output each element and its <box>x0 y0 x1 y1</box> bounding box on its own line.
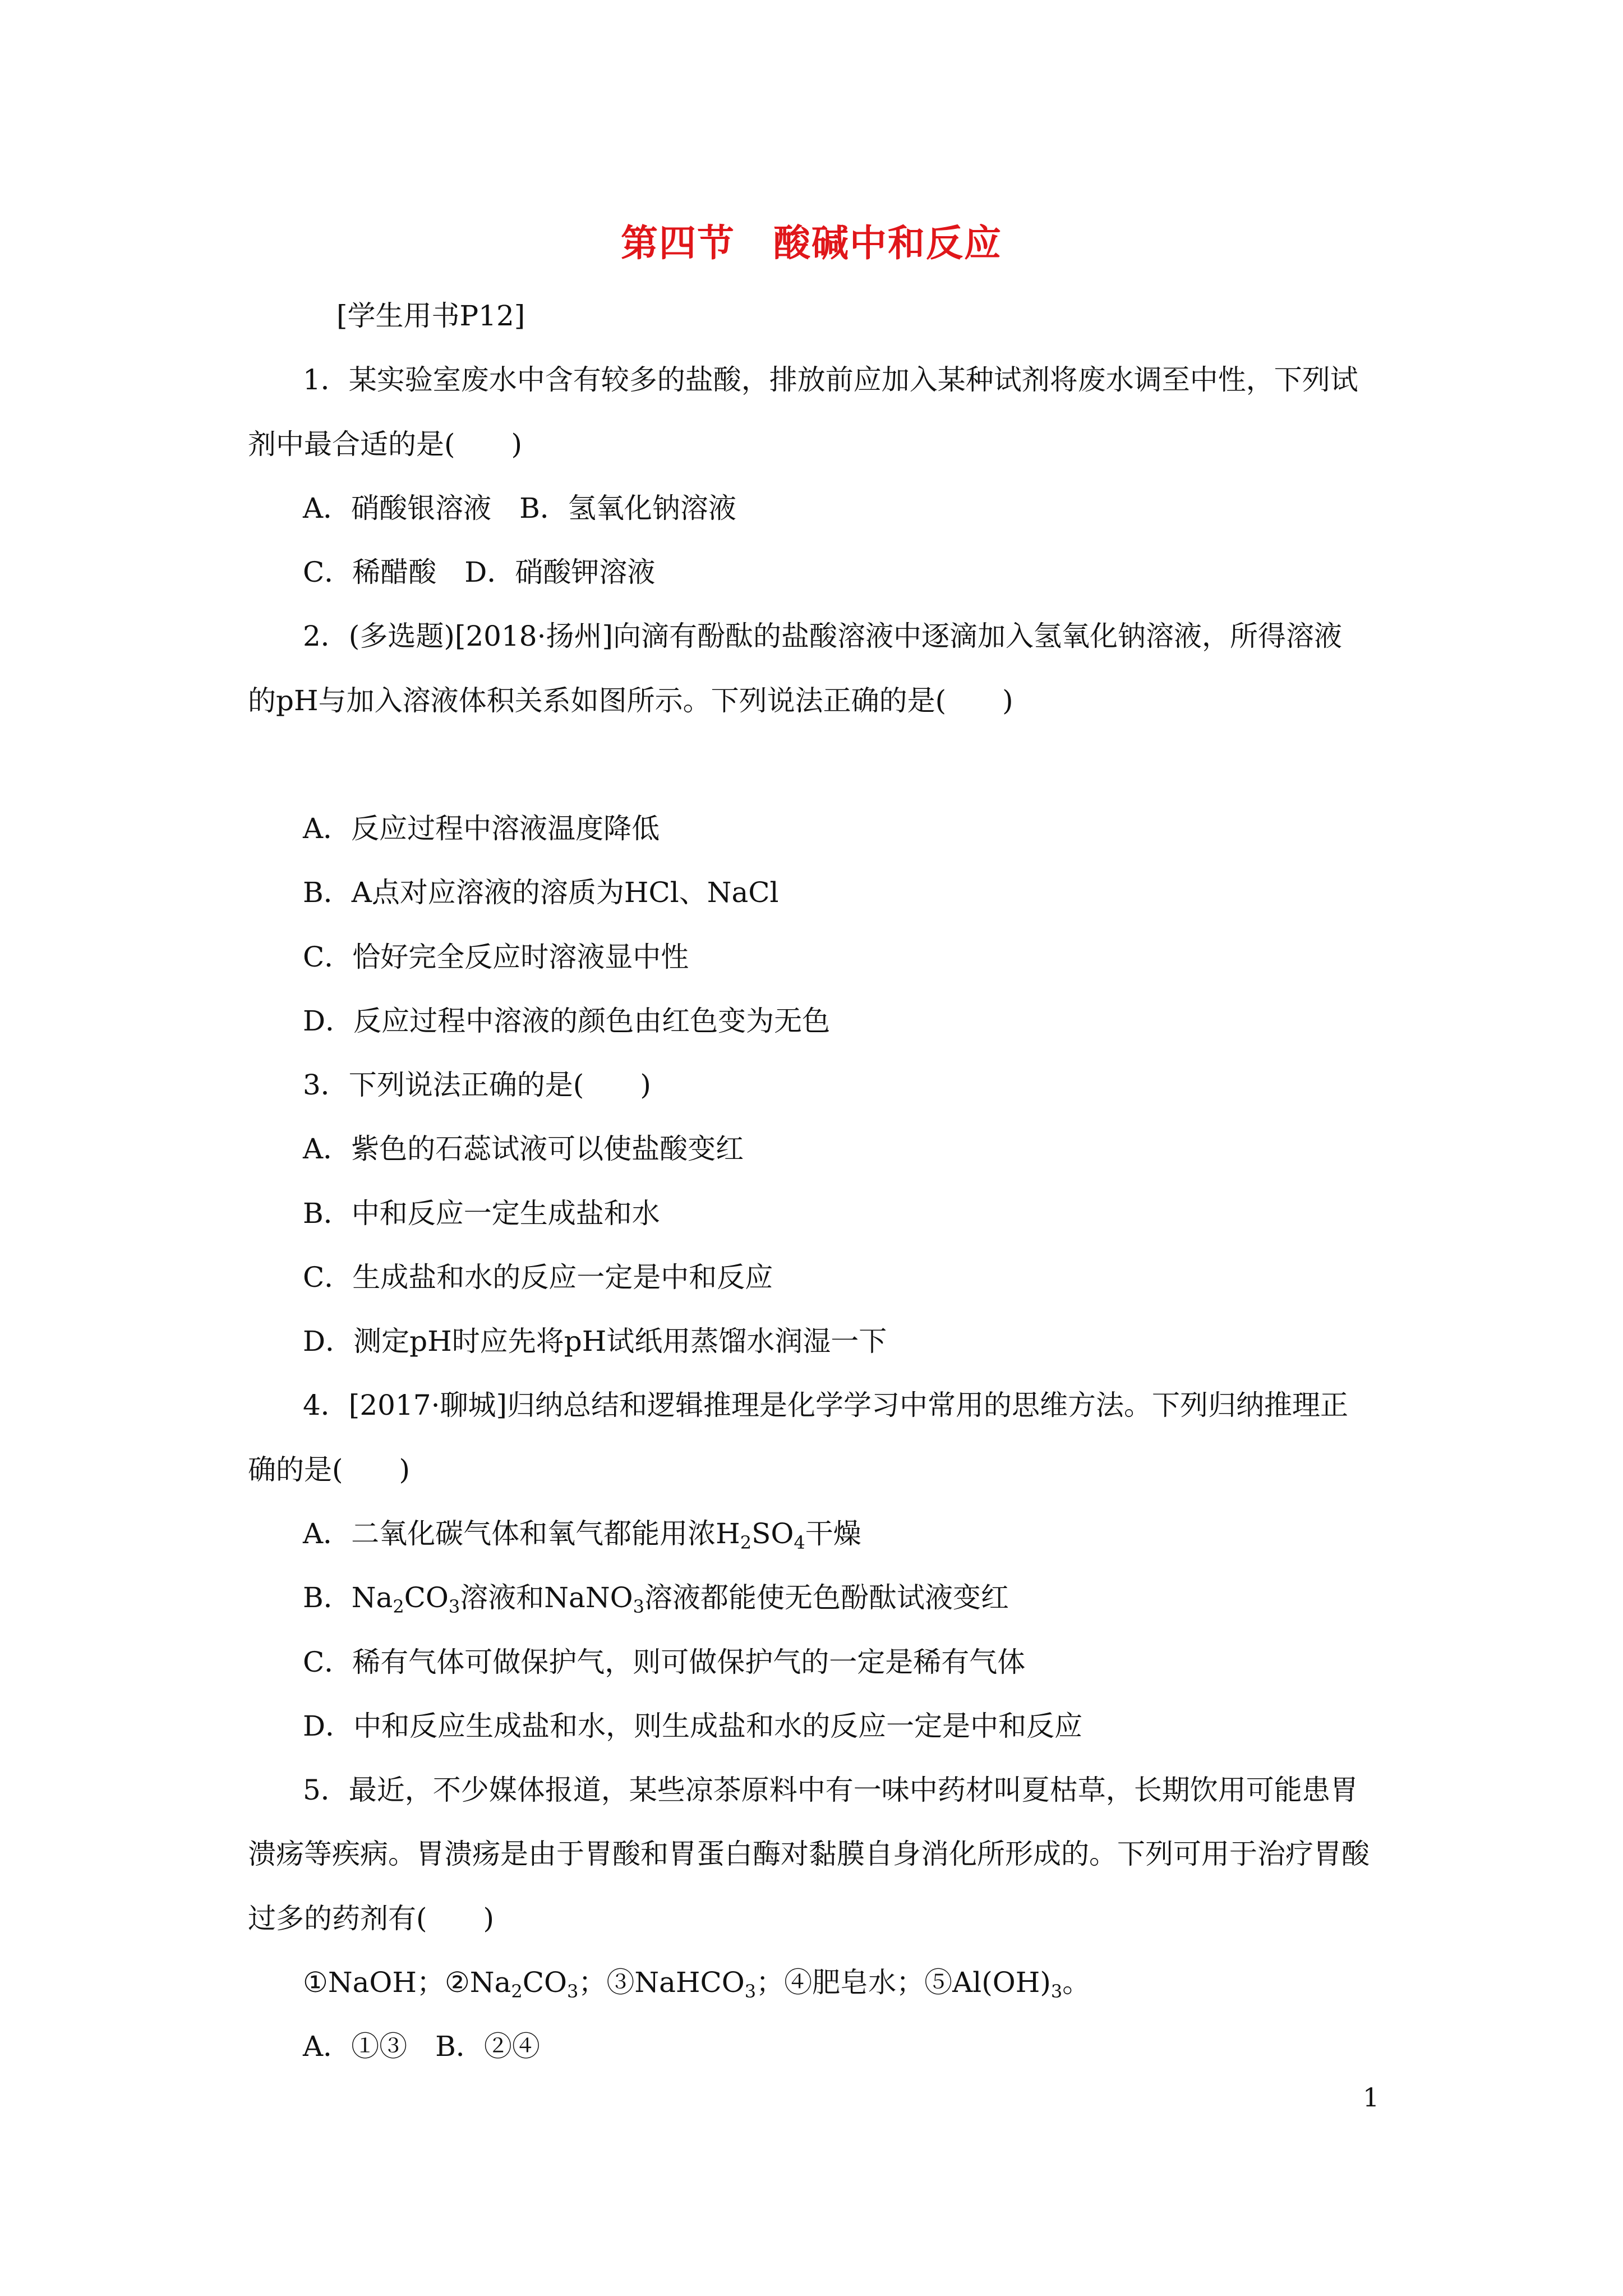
q5-text-line3: 过多的药剂有( ) <box>248 1902 495 1935</box>
q4-option-c: C．稀有气体可做保护气，则可做保护气的一定是稀有气体 <box>303 1646 1026 1678</box>
q5-items: ①NaOH；$②Na_2CO_3$；③NaHCO$_3$；④肥皂水；$⑤Al(OH)_3$。 <box>303 1966 1091 2002</box>
q2-text-line1: 2．(多选题)[2018·扬州]向滴有酚酞的盐酸溶液中逐滴加入氢氧化钠溶液，所得溶液 <box>303 620 1342 652</box>
q2-option-c: C．恰好完全反应时溶液显中性 <box>303 941 689 973</box>
q4-option-b: B．$Na_2CO_3$溶液和NaNO$_3$溶液都能使无色酚酞试液变红 <box>303 1581 1009 1617</box>
page-number: 1 <box>1363 2082 1380 2113</box>
q1-text-line1: 1．某实验室废水中含有较多的盐酸，排放前应加入某种试剂将废水调至中性，下列试 <box>303 364 1358 396</box>
q3-text: 3．下列说法正确的是( ) <box>303 1069 651 1101</box>
q3-option-a: A．紫色的石蕊试液可以使盐酸变红 <box>303 1133 744 1165</box>
q2-option-d: D．反应过程中溶液的颜色由红色变为无色 <box>303 1005 831 1037</box>
q4-text-line2: 确的是( ) <box>248 1453 411 1486</box>
q2-option-b: B．A点对应溶液的溶质为HCl、NaCl <box>303 876 779 909</box>
q5-text-line2: 溃疡等疾病。胃溃疡是由于胃酸和胃蛋白酶对黏膜自身消化所形成的。下列可用于治疗胃酸 <box>248 1838 1370 1870</box>
q3-option-c: C．生成盐和水的反应一定是中和反应 <box>303 1261 773 1294</box>
page-title: 第四节 酸碱中和反应 <box>621 221 1002 265</box>
q2-option-a: A．反应过程中溶液温度降低 <box>303 812 660 845</box>
q1-text-line2: 剂中最合适的是( ) <box>248 428 523 461</box>
q2-text-line2: 的pH与加入溶液体积关系如图所示。下列说法正确的是( ) <box>248 684 1013 717</box>
q5-text-line1: 5．最近，不少媒体报道，某些凉茶原料中有一味中药材叫夏枯草，长期饮用可能患胃 <box>303 1774 1358 1806</box>
q1-options-row1: A．硝酸银溶液 B．氢氧化钠溶液 <box>303 492 736 524</box>
q1-options-row2: C．稀醋酸 D．硝酸钾溶液 <box>303 556 656 588</box>
source-reference: [学生用书P12] <box>336 300 525 332</box>
q4-option-a: A．二氧化碳气体和氧气都能用浓$H_2SO_4$干燥 <box>303 1517 861 1553</box>
q4-text-line1: 4．[2017·聊城]归纳总结和逻辑推理是化学学习中常用的思维方法。下列归纳推理正 <box>303 1389 1348 1421</box>
q3-option-d: D．测定pH时应先将pH试纸用蒸馏水润湿一下 <box>303 1325 887 1358</box>
q3-option-b: B．中和反应一定生成盐和水 <box>303 1197 660 1230</box>
q4-option-d: D．中和反应生成盐和水，则生成盐和水的反应一定是中和反应 <box>303 1710 1083 1742</box>
q5-options-row1: A．①③ B．②④ <box>303 2030 540 2063</box>
